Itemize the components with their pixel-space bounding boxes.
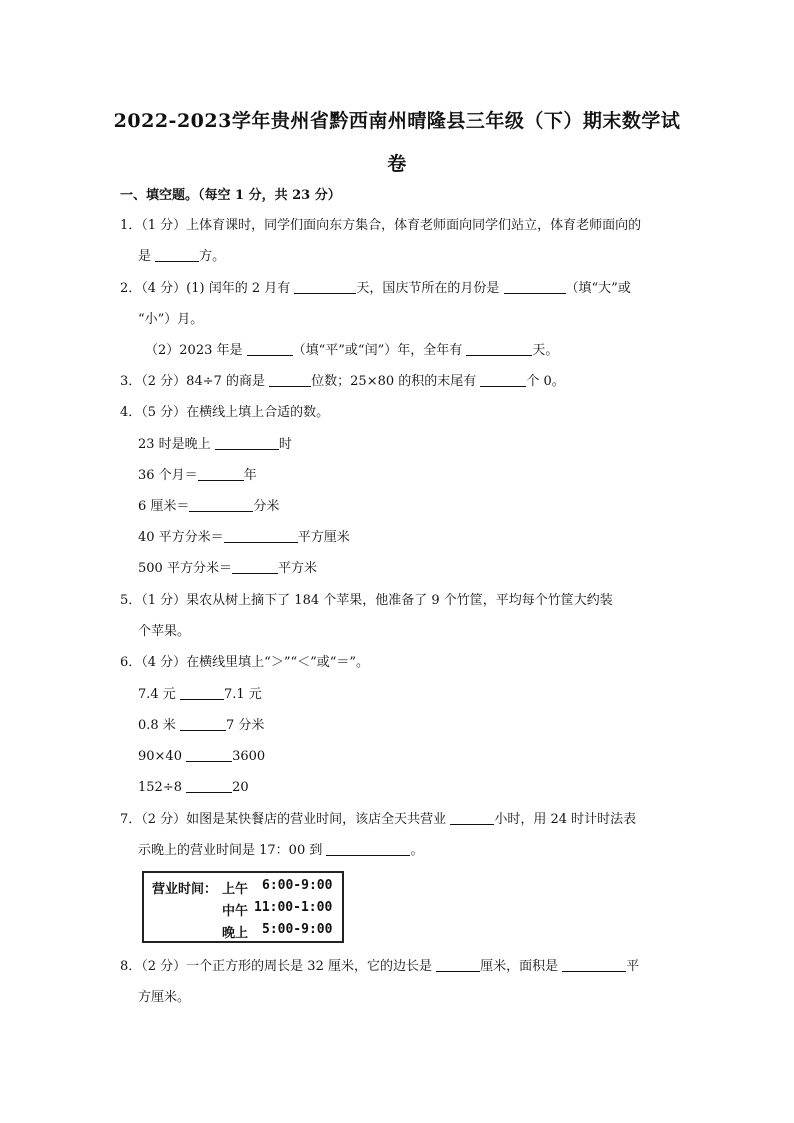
q4-item xyxy=(138,499,279,515)
q4-blank[interactable] xyxy=(232,561,278,574)
q4-text: 6 厘米＝ xyxy=(138,499,190,514)
q3-text: 位数；25×80 的积的末尾有 xyxy=(311,374,481,389)
q3-text: 3．（2 分）84÷7 的商是 xyxy=(120,374,270,389)
q6-text: 20 xyxy=(232,780,249,795)
hours-label: 营业时间： xyxy=(152,882,218,897)
section-1-heading: 一、填空题。（每空 1 分，共 23 分） xyxy=(120,188,341,203)
q6-blank[interactable] xyxy=(186,749,232,762)
q7-blank[interactable] xyxy=(450,812,494,825)
q2-blank[interactable] xyxy=(247,343,293,356)
q7-blank[interactable] xyxy=(326,843,410,856)
q2-blank[interactable] xyxy=(294,281,356,294)
q6-text: 90×40 xyxy=(138,749,187,764)
q2-text: 天，国庆节所在的月份是 xyxy=(356,281,504,296)
q7-line-2 xyxy=(138,843,424,859)
q2-text: （填“平”或“闰”）年，全年有 xyxy=(292,343,467,358)
hours-period: 中午 xyxy=(222,904,249,919)
hours-period: 晚上 xyxy=(222,926,249,941)
q6-text: 152÷8 xyxy=(138,780,187,795)
q4-text: 500 平方分米＝ xyxy=(138,561,232,576)
q6-item xyxy=(138,687,262,703)
q8-blank[interactable] xyxy=(436,959,480,972)
q4-blank[interactable] xyxy=(215,437,279,450)
q4-text: 40 平方分米＝ xyxy=(138,530,224,545)
q4-blank[interactable] xyxy=(198,468,244,481)
hours-time: 5:00-9:00 xyxy=(262,922,333,937)
q8-line-2: 方厘米。 xyxy=(138,990,191,1005)
q4-blank[interactable] xyxy=(189,499,253,512)
q3-text: 个 0。 xyxy=(526,374,565,389)
q7-text: 小时，用 24 时计时法表 xyxy=(494,812,637,827)
q8-text: 平 xyxy=(626,959,640,974)
q6-text: 3600 xyxy=(232,749,266,764)
hours-time: 6:00-9:00 xyxy=(262,878,333,893)
q6-text: 7.4 元 xyxy=(138,687,180,702)
q4-text: 平方厘米 xyxy=(297,530,350,545)
q6-text: 0.8 米 xyxy=(138,718,180,733)
q2-blank[interactable] xyxy=(466,343,532,356)
q8-blank[interactable] xyxy=(562,959,626,972)
q5-line-1: 5．（1 分）果农从树上摘下了 184 个苹果，他准备了 9 个竹筐，平均每个竹筐大约装 xyxy=(120,593,613,608)
q6-text: 7 分米 xyxy=(225,718,265,733)
q4-heading: 4．（5 分）在横线上填上合适的数。 xyxy=(120,405,330,420)
q6-blank[interactable] xyxy=(180,718,226,731)
q6-blank[interactable] xyxy=(186,780,232,793)
q2-text: 天。 xyxy=(532,343,559,358)
q1-text: 是 xyxy=(138,249,156,264)
q8-text: 8．（2 分）一个正方形的周长是 32 厘米，它的边长是 xyxy=(120,959,437,974)
q4-text: 时 xyxy=(278,437,292,452)
q4-item xyxy=(138,561,317,577)
hours-time: 11:00-1:00 xyxy=(254,900,333,915)
q4-text: 年 xyxy=(243,468,257,483)
q6-text: 7.1 元 xyxy=(223,687,262,702)
q6-heading: 6．（4 分）在横线里填上“＞”“＜”或“＝”。 xyxy=(120,655,370,670)
q2-line-1 xyxy=(120,281,631,297)
q5-line-2: 个苹果。 xyxy=(138,624,191,639)
q4-text: 36 个月＝ xyxy=(138,468,198,483)
q6-item xyxy=(138,780,249,796)
q6-blank[interactable] xyxy=(180,687,224,700)
q2-line-3 xyxy=(145,343,558,359)
q2-line-2: “小”）月。 xyxy=(138,312,204,327)
business-hours-board xyxy=(142,871,344,943)
q4-item xyxy=(138,437,292,453)
q4-blank[interactable] xyxy=(224,530,298,543)
title-line-2: 卷 xyxy=(387,153,407,175)
q1-text: 方。 xyxy=(199,249,226,264)
q7-text: 示晚上的营业时间是 17：00 到 xyxy=(138,843,327,858)
title-line-1: 2022-2023学年贵州省黔西南州晴隆县三年级（下）期末数学试 xyxy=(113,110,681,132)
q4-text: 23 时是晚上 xyxy=(138,437,215,452)
q2-text: （2）2023 年是 xyxy=(145,343,247,358)
q1-line-2 xyxy=(138,249,225,265)
q8-text: 厘米，面积是 xyxy=(480,959,563,974)
q2-text: （填“大”或 xyxy=(565,281,631,296)
q7-text: 。 xyxy=(410,843,424,858)
q7-line-1 xyxy=(120,812,636,828)
q4-text: 平方米 xyxy=(277,561,317,576)
q6-item xyxy=(138,718,264,734)
q3-blank[interactable] xyxy=(269,374,311,387)
q7-text: 7．（2 分）如图是某快餐店的营业时间，该店全天共营业 xyxy=(120,812,451,827)
q3-line xyxy=(120,374,565,390)
q4-item xyxy=(138,530,350,546)
q4-item xyxy=(138,468,257,484)
q2-text: 2．（4 分）(1) 闰年的 2 月有 xyxy=(120,281,295,296)
q3-blank[interactable] xyxy=(480,374,526,387)
q1-line-1: 1．（1 分）上体育课时，同学们面向东方集合，体育老师面向同学们站立，体育老师面向的 xyxy=(120,218,642,233)
q6-item xyxy=(138,749,265,765)
q4-text: 分米 xyxy=(253,499,280,514)
q1-blank[interactable] xyxy=(155,249,199,262)
q8-line-1 xyxy=(120,959,639,975)
q2-blank[interactable] xyxy=(504,281,566,294)
hours-period: 上午 xyxy=(222,882,249,897)
